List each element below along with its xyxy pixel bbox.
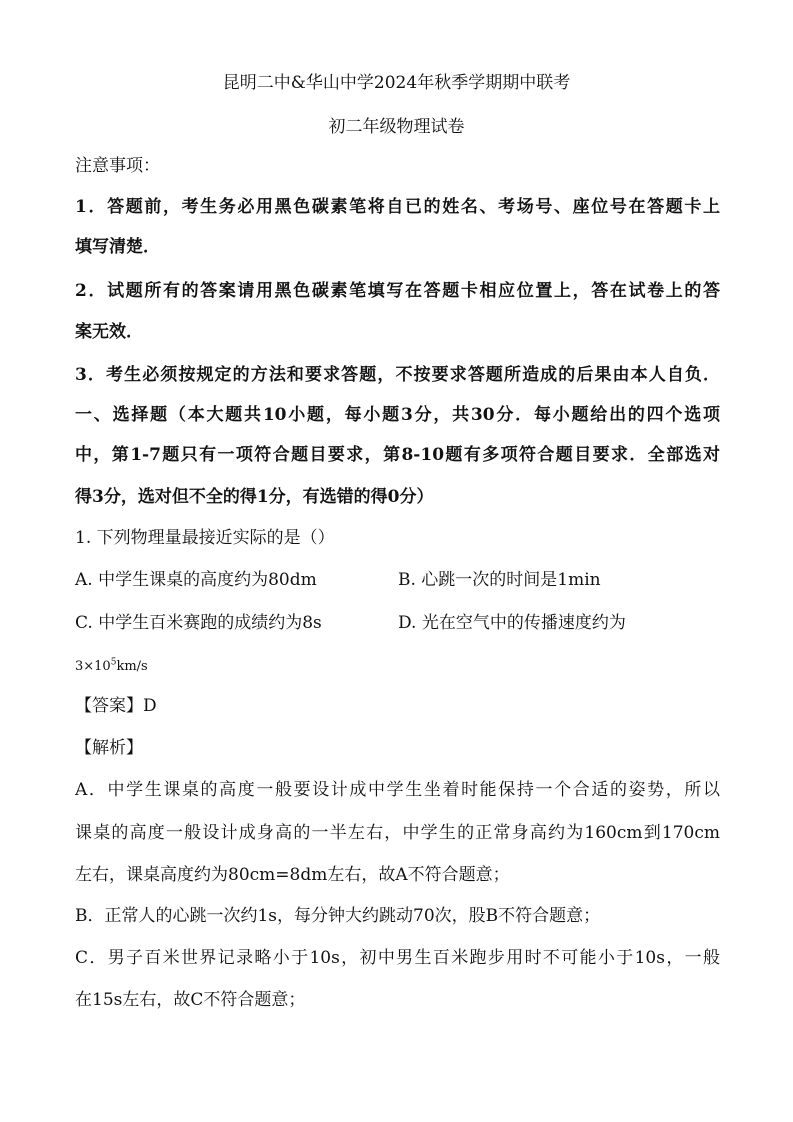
analysis-c-line-2: 在15s左右，故C不符合题意； — [75, 990, 306, 1010]
section-instructions-line-2: 中，第1-7题只有一项符合题目要求，第8-10题有多项符合题目要求．全部选对 — [75, 445, 720, 465]
option-d-value-exponent: 5 — [110, 657, 117, 668]
analysis-a-line-2: 课桌的高度一般设计成身高的一半左右，中学生的正常身高约为160cm到170cm — [75, 823, 720, 843]
notice-item-2-line-1: 2．试题所有的答案请用黑色碳素笔填写在答题卡相应位置上，答在试卷上的答 — [75, 281, 720, 301]
analysis-b: B．正常人的心跳一次约1s，每分钟大约跳动70次，股B不符合题意； — [75, 906, 601, 926]
option-d-value-unit: km/s — [116, 659, 148, 674]
question-1-option-d-value — [75, 656, 148, 678]
exam-subtitle: 初二年级物理试卷 — [328, 117, 465, 137]
notice-item-1-line-1: 1．答题前，考生务必用黑色碳素笔将自已的姓名、考场号、座位号在答题卡上 — [75, 197, 720, 217]
question-1-answer: 【答案】D — [75, 696, 157, 716]
section-instructions-line-3: 得3分，选对但不全的得1分，有选错的得0分） — [75, 487, 434, 507]
question-1-option-a: A. 中学生课桌的高度约为80dm — [75, 570, 317, 590]
question-1-option-c: C. 中学生百米赛跑的成绩约为8s — [75, 613, 322, 633]
question-1-option-b: B. 心跳一次的时间是1min — [398, 570, 601, 590]
analysis-a-line-3: 左右，课桌高度约为80cm=8dm左右，故A不符合题意； — [75, 865, 510, 885]
exam-title: 昆明二中&华山中学2024年秋季学期期中联考 — [222, 73, 571, 93]
notice-item-1-line-2: 填写清楚． — [75, 237, 160, 257]
question-1-analysis-heading: 【解析】 — [75, 738, 143, 758]
notice-item-2-line-2: 案无效． — [75, 322, 143, 342]
question-1-option-d: D. 光在空气中的传播速度约为 — [398, 613, 626, 633]
analysis-c-line-1: C．男子百米世界记录略小于10s，初中男生百米跑步用时不可能小于10s，一般 — [75, 948, 720, 968]
notice-heading: 注意事项： — [75, 156, 160, 176]
notice-item-3: 3．考生必须按规定的方法和要求答题，不按要求答题所造成的后果由本人自负． — [75, 365, 720, 385]
option-d-value-base: 3×10 — [75, 659, 111, 674]
analysis-a-line-1: A．中学生课桌的高度一般要设计成中学生坐着时能保持一个合适的姿势，所以 — [75, 780, 720, 800]
section-instructions-line-1: 一、选择题（本大题共10小题，每小题3分，共30分．每小题给出的四个选项 — [75, 405, 720, 425]
question-1-stem: 1. 下列物理量最接近实际的是（） — [75, 528, 335, 548]
